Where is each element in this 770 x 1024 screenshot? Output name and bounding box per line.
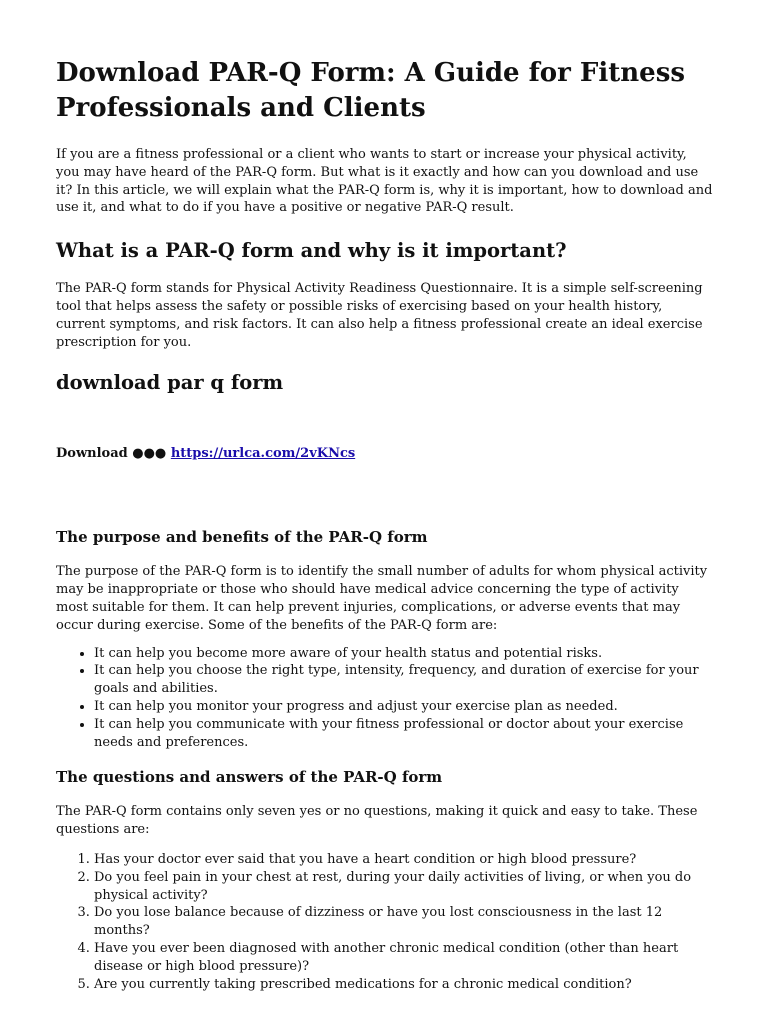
article-title: Download PAR-Q Form: A Guide for Fitness Professionals and Clients — [56, 58, 685, 123]
list-item: • It can help you choose the right type, intensity, frequency, and duration of exercise for your goals and abilities. — [94, 662, 714, 698]
section-what-heading: What is a PAR-Q form and why is it important? — [56, 239, 567, 263]
list-item: 2. Do you feel pain in your chest at rest, during your daily activities of living, or when you do physical activity? — [94, 869, 714, 905]
list-item: 3. Do you lose balance because of dizziness or have you lost consciousness in the last 12 months? — [94, 904, 714, 940]
download-link[interactable]: https://urlca.com/2vKNcs — [170, 446, 356, 462]
list-item: • It can help you become more aware of your health status and potential risks. — [94, 645, 714, 663]
section-purpose-paragraph: The purpose of the PAR-Q form is to identify the small number of adults for whom physical activity may be inappropriate or those who should have medical advice concerning the type of activity most suitable for them. It can help prevent injuries, complications, or adverse events that may occur during exercise. Some of the benefits of the PAR-Q form are: — [56, 564, 708, 633]
section-purpose-heading: The purpose and benefits of the PAR-Q form — [56, 528, 428, 547]
section-what-paragraph: The PAR-Q form stands for Physical Activity Readiness Questionnaire. It is a simple self-screening tool that helps assess the safety or possible risks of exercising based on your health history, current symptoms, and risk factors. It can also help a fitness professional create an ideal exercise prescription for you. — [56, 281, 703, 350]
questions-list — [56, 851, 714, 993]
arrows-glyphs: ●●● — [132, 446, 167, 462]
section-download-heading: download par q form — [56, 371, 284, 395]
list-item: 4. Have you ever been diagnosed with another chronic medical condition (other than heart disease or high blood pressure)? — [94, 940, 714, 976]
intro-paragraph: If you are a fitness professional or a client who wants to start or increase your physical activity, you may have heard of the PAR-Q form. But what is it exactly and how can you download and use it? In this article, we will explain what the PAR-Q form is, why it is important, how to download and use it, and what to do if you have a positive or negative PAR-Q result. — [56, 147, 713, 216]
list-item: • It can help you monitor your progress and adjust your exercise plan as needed. — [94, 698, 714, 716]
download-line — [56, 445, 714, 463]
benefits-list — [56, 645, 714, 752]
list-item: 5. Are you currently taking prescribed medications for a chronic medical condition? — [94, 976, 714, 994]
section-questions-paragraph: The PAR-Q form contains only seven yes or no questions, making it quick and easy to take. These questions are: — [56, 804, 698, 838]
section-questions-heading: The questions and answers of the PAR-Q form — [56, 768, 443, 787]
download-label: Download — [56, 446, 128, 462]
list-item: 1. Has your doctor ever said that you have a heart condition or high blood pressure? — [94, 851, 714, 869]
list-item: • It can help you communicate with your fitness professional or doctor about your exercise needs and preferences. — [94, 716, 714, 752]
